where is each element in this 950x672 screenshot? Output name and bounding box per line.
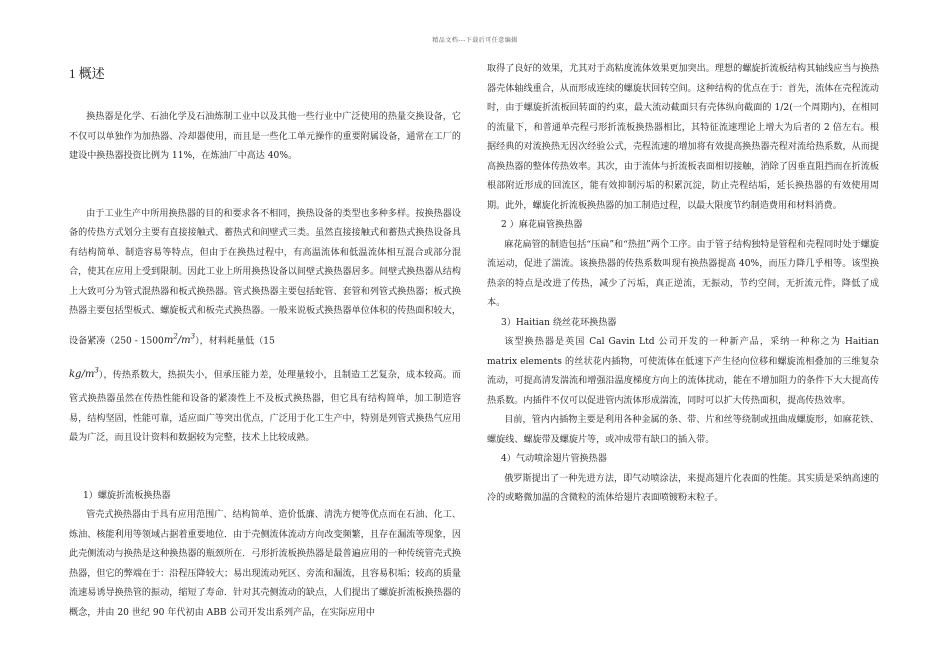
wire-matrix-paragraph: 该型换热器是英国 Cal Gavin Ltd 公司开发的一种新产品，采纳一种称之为 Haitian matrix elements 的丝状花内插物，可使流体在低速下产生径向位移和螺旋流相叠加的三维复杂流动，可提高清发湍流和增强沿温度梯度方向上的流体扰动，能在不增加阻力的条件下大大提高传热系数。内插件不仅可以促进管内流体形成湍流，同时可以扩大传热面积，提高传热效率。 [487,337,879,406]
spray-fin-paragraph: 俄罗斯提出了一种先进方法，即气动喷涂法，来提高翅片化表面的性能。其实质是采纳高速的冷的或略微加温的含微粒的流体给翅片表面喷镀粉末粒子。 [487,473,879,503]
subsection-title-2: 2 ）麻花扁管换热器 [501,220,583,230]
mass-density-unit: $kg/m^3$ [69,366,99,381]
classification-text-c: ），传热系数大，热损失小，但承压能力差，处理量较小，且制造工艺复杂，成本较高。而管式换热器虽然在传热性能和设备的紧凑性上不及板式换热器，但它具有结构简单，加工制造容易，结构坚固，性能可靠，适应面广等突出优点，广泛用于化工生产中，特别是列管式换热气应用最为广泛，而且设计资料和数据较为完整，技术上比较成熟。 [69,370,461,444]
spiral-baffle-continued-paragraph: 取得了良好的效果，尤其对于高粘度流体效果更加突出。理想的螺旋折流板结构其轴线应当与换热器壳体轴线重合，从而形成连续的螺旋状回转空间。这种结构的优点在于：首先，流体在壳程流动时，由于螺旋折流板回转面的约束，最大流动截面只有壳体纵向截面的 1/2(一个周期内)，在相同的流量下，和普通单壳程弓形折流板换热器相比，其特征流速理论上增大为后者的 2 倍左右。根据经典的对流换热无因次经验公式，壳程流速的增加将有效提高换热器壳程对流给热系数，从而提高换热器的整体传热效率。其次，由于流体与折流板表面相切接触，消除了因垂直阻挡而在折流板根部附近形成的回流区，能有效抑制污垢的积累沉淀，防止壳程结垢，延长换热器的有效使用周期。此外，螺旋化折流板换热器的加工制造过程，以最大限度节约制造费用和材料消费。 [487,64,879,211]
inserts-paragraph: 目前，管内内插物主要是利用各种金属的条、带、片和丝等绕制或扭曲成螺旋形，如麻花铁、螺旋线、螺旋带及螺旋片等，或冲成带有缺口的插入带。 [487,415,879,445]
classification-text-b: ），材料耗量低（15 [195,335,275,346]
section-title: 1 概述 [69,66,105,81]
twisted-tube-paragraph: 麻花扁管的制造包括“压扁”和“热扭”两个工序。由于管子结构独特是管程和壳程同时处于螺旋流运动，促进了湍流。该换热器的传热系数叫现有换热器提高 40%，而压力降几乎相等。该型换热亲的特点是改进了传热，减少了污垢，真正逆流，无振动，节约空间，无折流元件，降低了成本。 [487,239,879,308]
subsection-title-1: 1）螺旋折流板换热器 [83,490,171,501]
page-header-note: 精品文档---下载后可任意编辑 [432,37,518,44]
area-density-unit: $m^2/m^3$ [163,332,196,346]
classification-text-a: 由于工业生产中所用换热器的目的和要求各不相同，换热设备的类型也多种多样。按换热器设备的传热方式划分主要有直接接触式、蓄热式和间壁式三类。虽然直接接触式和蓄热式换热设备具有结构简单、制造容易等特点，但由于在换热过程中，有高温流体和低温流体相互混合或部分混合，使其在应用上受到限制。因此工业上所用换热设备以间壁式换热器居多。间壁式换热器从结构上大致可分为管式混热器和板式换热器。管式换热器主要包括蛇管、套管和列管式换热器；板式换热器主要包括型板式、螺旋板式和板壳式换热器。一般来说板式换热器单位体积的传热面积较大，设备紧凑（250 - 1500 [69,208,461,346]
left-column [69,60,461,623]
subsection-title-4: 4）气动喷涂翅片管换热器 [501,454,607,464]
intro-paragraph: 换热器是化学、石油化学及石油炼制工业中以及其他一些行业中广泛使用的热量交换设备，它不仅可以单独作为加热器、冷却器使用，而且是一些化工单元操作的重要附属设备，通常在工厂的建设中换热器投资比例为 11%，在炼油厂中高达 40%。 [69,112,461,161]
spiral-baffle-paragraph: 管壳式换热器由于具有应用范围广、结构简单、造价低廉、清洗方便等优点而在石油、化工、炼油、核能利用等领域占据着重要地位．由于壳侧流体流动方向改变频繁，且存在漏流等现象，因此壳侧流动与换热是这种换热器的瓶颈所在．弓形折流板换热器是最普遍应用的一种传统管壳式换热器，但它的弊端在于：沿程压降较大；易出现流动死区、旁流和漏流，且容易积垢；较高的质量流速易诱导换热管的振动，缩短了寿命．针对其壳侧流动的缺点，人们提出了螺旋折流板换热器的概念，并由 20 世纪 90 年代初由 ABB 公司开发出系列产品，在实际应用中 [69,510,461,618]
right-column [487,60,879,509]
classification-paragraph [69,205,461,449]
subsection-title-3: 3）Haitian 绕丝花环换热器 [501,317,617,328]
